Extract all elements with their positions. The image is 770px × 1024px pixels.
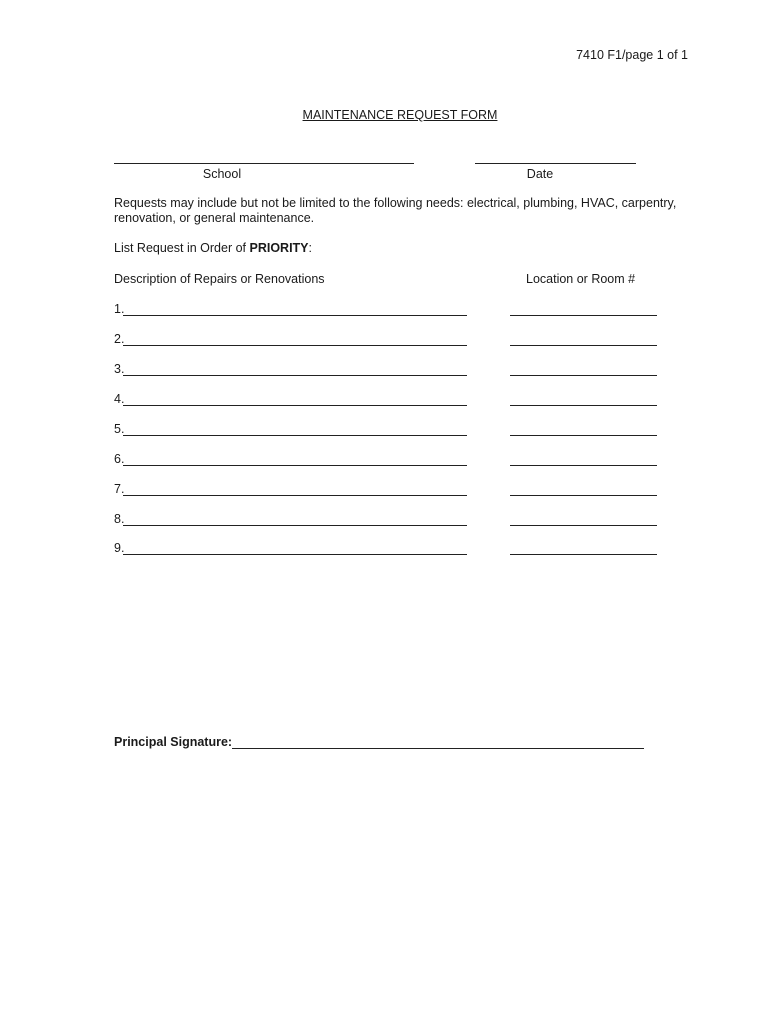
- description-field[interactable]: [123, 554, 467, 555]
- request-row: [114, 482, 674, 498]
- description-field[interactable]: [123, 435, 467, 436]
- row-number: 7.: [114, 482, 125, 496]
- row-number: 8.: [114, 512, 125, 526]
- form-reference-number: 7410 F1/page 1 of 1: [576, 48, 688, 62]
- location-field[interactable]: [510, 525, 657, 526]
- row-number: 6.: [114, 452, 125, 466]
- location-field[interactable]: [510, 554, 657, 555]
- request-row: [114, 541, 674, 557]
- date-field[interactable]: [475, 163, 636, 164]
- date-label: Date: [526, 167, 554, 181]
- request-row: [114, 512, 674, 528]
- description-field[interactable]: [123, 375, 467, 376]
- row-number: 4.: [114, 392, 125, 406]
- location-column-header: Location or Room #: [526, 272, 636, 286]
- row-number: 2.: [114, 332, 125, 346]
- priority-word: PRIORITY: [249, 241, 309, 255]
- description-field[interactable]: [123, 405, 467, 406]
- location-field[interactable]: [510, 405, 657, 406]
- principal-signature-label: Principal Signature:: [114, 735, 233, 749]
- principal-signature-field[interactable]: [232, 748, 644, 749]
- description-field[interactable]: [123, 315, 467, 316]
- school-label: School: [202, 167, 242, 181]
- priority-suffix: :: [308, 241, 313, 255]
- location-field[interactable]: [510, 495, 657, 496]
- priority-prefix: List Request in Order of: [114, 241, 250, 255]
- request-row: [114, 332, 674, 348]
- row-number: 9.: [114, 541, 125, 555]
- description-field[interactable]: [123, 465, 467, 466]
- request-row: [114, 422, 674, 438]
- location-field[interactable]: [510, 465, 657, 466]
- priority-instruction: [114, 241, 312, 255]
- location-field[interactable]: [510, 375, 657, 376]
- location-field[interactable]: [510, 435, 657, 436]
- row-number: 3.: [114, 362, 125, 376]
- description-field[interactable]: [123, 345, 467, 346]
- request-row: [114, 392, 674, 408]
- row-number: 5.: [114, 422, 125, 436]
- description-column-header: Description of Repairs or Renovations: [114, 272, 325, 286]
- request-row: [114, 362, 674, 378]
- description-field[interactable]: [123, 525, 467, 526]
- form-title: MAINTENANCE REQUEST FORM: [302, 108, 498, 122]
- description-field[interactable]: [123, 495, 467, 496]
- school-field[interactable]: [114, 163, 414, 164]
- request-row: [114, 452, 674, 468]
- request-row: [114, 302, 674, 318]
- request-instructions: Requests may include but not be limited to the following needs: electrical, plumbing, HVAC, carpentry, renovation, or general maintenance.: [114, 196, 677, 225]
- row-number: 1.: [114, 302, 125, 316]
- location-field[interactable]: [510, 345, 657, 346]
- location-field[interactable]: [510, 315, 657, 316]
